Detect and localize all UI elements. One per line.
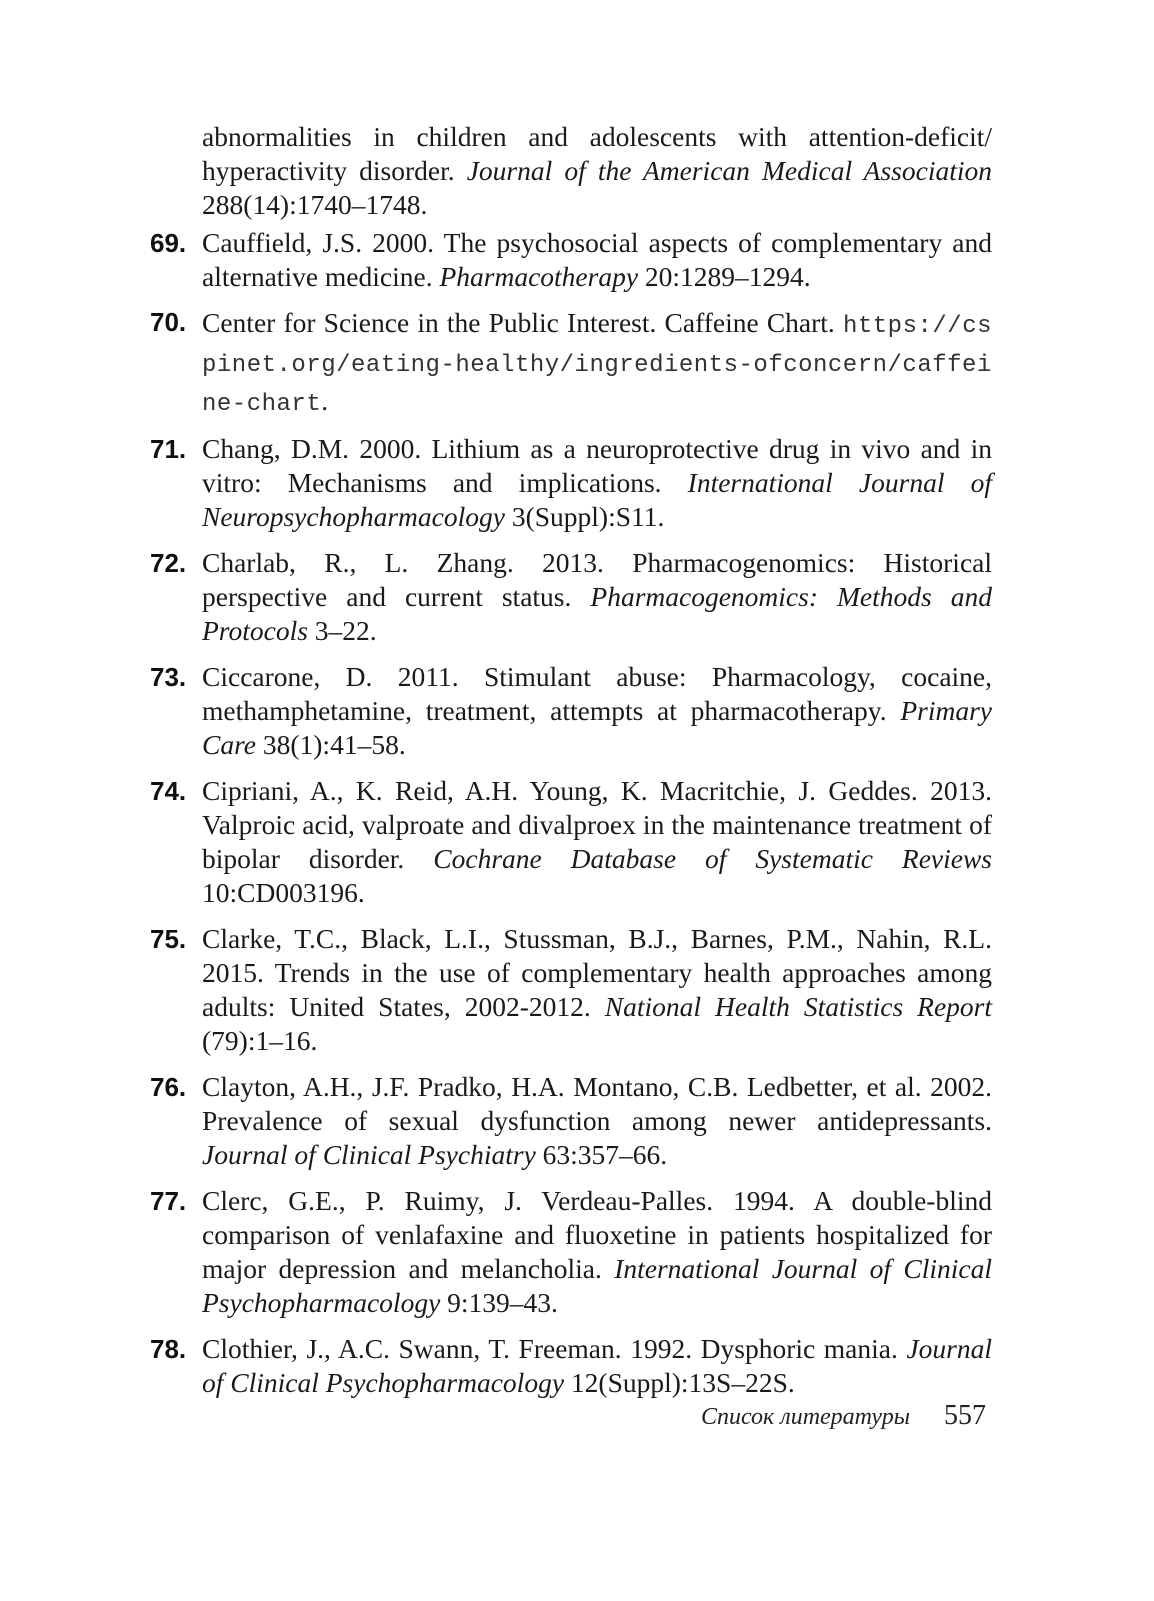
journal-title: Pharmacogenomics: Methods and Protocols: [202, 581, 992, 646]
reference-text: Center for Science in the Public Interest. Caffeine Chart.: [202, 307, 843, 338]
journal-title: Pharmacotherapy: [439, 261, 639, 292]
reference-tail: 38(1):41–58.: [255, 729, 406, 760]
journal-title: International Journal of Clinical Psychopharmacology: [202, 1253, 992, 1318]
reference-item: [150, 305, 992, 422]
journal-title: Journal of Clinical Psychopharmacology: [202, 1333, 992, 1398]
reference-number: 71.: [150, 434, 187, 464]
reference-tail: (79):1–16.: [202, 1025, 318, 1056]
reference-tail: .: [321, 385, 329, 416]
reference-number: 69.: [150, 228, 187, 258]
reference-text: Clarke, T.C., Black, L.I., Stussman, B.J., Barnes, P.M., Nahin, R.L. 2015. Trends in the use of complementary health approaches among adults: United States, 2002-2012.: [202, 923, 992, 1022]
reference-tail: 63:357–66.: [535, 1139, 668, 1170]
reference-list: [150, 226, 992, 1400]
reference-number: 78.: [150, 1334, 187, 1364]
reference-text: Clerc, G.E., P. Ruimy, J. Verdeau-Palles. 1994. A double-blind comparison of venlafaxine and fluoxetine in patients hospitalized for major depression and melancholia.: [202, 1185, 992, 1284]
reference-item: [150, 226, 992, 294]
reference-tail: 3(Suppl):S11.: [504, 501, 665, 532]
reference-text: Clayton, A.H., J.F. Pradko, H.A. Montano, C.B. Ledbetter, et al. 2002. Prevalence of sexual dysfunction among newer antidepressants.: [202, 1071, 992, 1136]
reference-item: [150, 1332, 992, 1400]
reference-text: Cipriani, A., K. Reid, A.H. Young, K. Macritchie, J. Geddes. 2013. Valproic acid, valproate and divalproex in the maintenance treatment of bipolar disorder.: [202, 775, 992, 874]
page-footer: [701, 1400, 986, 1432]
reference-item: [150, 1184, 992, 1320]
journal-title: Primary Care: [202, 695, 992, 760]
reference-text: Chang, D.M. 2000. Lithium as a neuroprotective drug in vivo and in vitro: Mechanisms and implications.: [202, 433, 992, 498]
journal-title: Cochrane Database of Systematic Reviews: [433, 843, 992, 874]
reference-number: 77.: [150, 1186, 187, 1216]
reference-number: 70.: [150, 307, 187, 337]
reference-text: Charlab, R., L. Zhang. 2013. Pharmacogenomics: Historical perspective and current status.: [202, 547, 992, 612]
reference-tail: 10:CD003196.: [202, 877, 365, 908]
journal-title: International Journal of Neuropsychopharmacology: [202, 467, 992, 532]
journal-title: Journal of Clinical Psychiatry: [202, 1139, 536, 1170]
reference-tail: 9:139–43.: [440, 1287, 558, 1318]
reference-number: 76.: [150, 1072, 187, 1102]
reference-item: [150, 546, 992, 648]
reference-number: 72.: [150, 548, 187, 578]
reference-tail: 12(Suppl):13S–22S.: [564, 1367, 795, 1398]
reference-item: [150, 774, 992, 910]
reference-number: 74.: [150, 776, 187, 806]
journal-title: National Health Statistics Report: [604, 991, 992, 1022]
reference-text: Clothier, J., A.C. Swann, T. Freeman. 1992. Dysphoric mania.: [202, 1333, 907, 1364]
page-number: 557: [944, 1400, 986, 1431]
reference-url-link[interactable]: https://cspinet.org/eating-healthy/ingredients-ofconcern/caffeine-chart: [202, 313, 992, 418]
reference-continuation: [202, 120, 992, 222]
reference-number: 75.: [150, 924, 187, 954]
reference-number: 73.: [150, 662, 187, 692]
running-section-title: Список литературы: [700, 1404, 910, 1430]
reference-item: [150, 660, 992, 762]
reference-text: abnormalities in children and adolescents with attention-deficit/ hyperactivity disorder.: [202, 121, 992, 186]
reference-item: [150, 922, 992, 1058]
reference-text: Ciccarone, D. 2011. Stimulant abuse: Pharmacology, cocaine, methamphetamine, treatment, attempts at pharmacotherapy.: [202, 661, 992, 726]
reference-tail: 288(14):1740–1748.: [202, 189, 428, 220]
reference-text: Cauffield, J.S. 2000. The psychosocial aspects of complementary and alternative medicine.: [202, 227, 992, 292]
reference-tail: 20:1289–1294.: [638, 261, 811, 292]
reference-item: [150, 432, 992, 534]
journal-title: Journal of the American Medical Association: [466, 155, 992, 186]
reference-item: [150, 1070, 992, 1172]
reference-tail: 3–22.: [307, 615, 377, 646]
